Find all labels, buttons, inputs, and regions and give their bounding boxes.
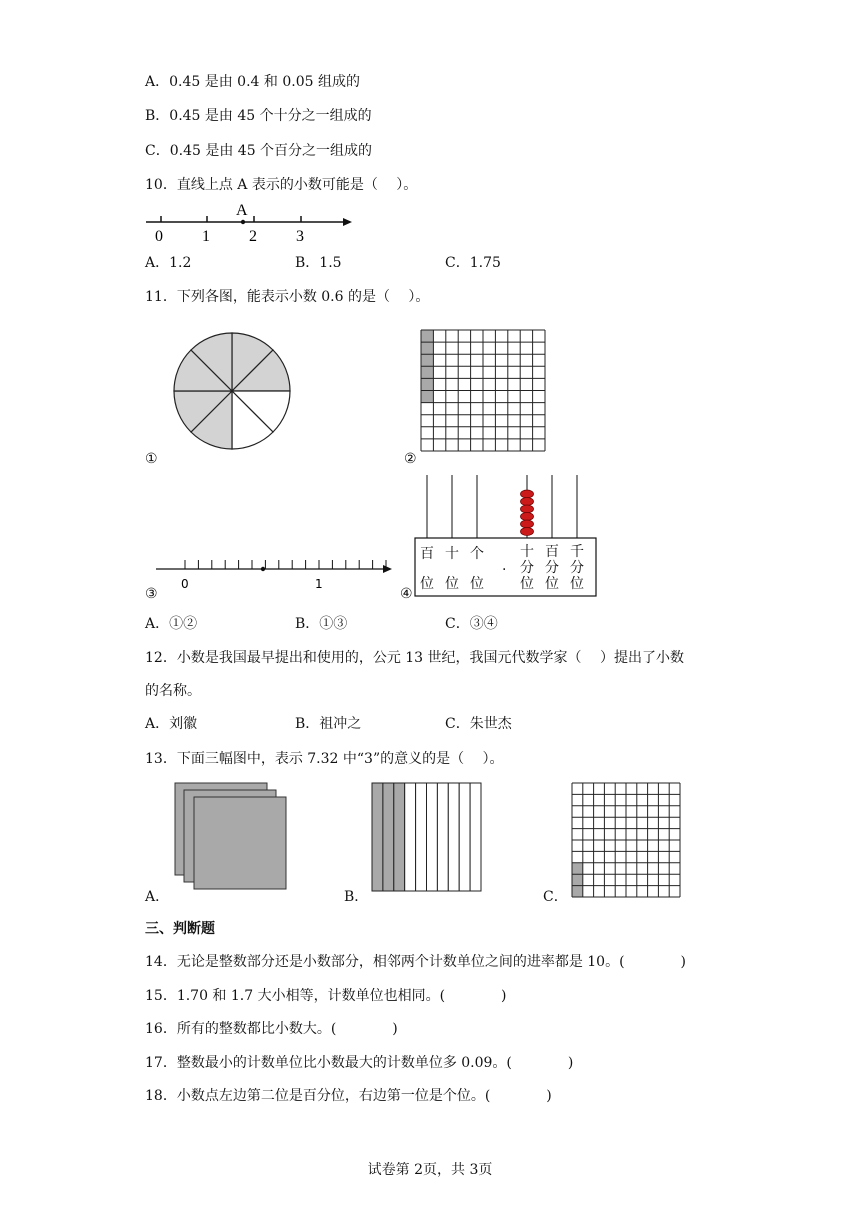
q10-point-label: A (236, 202, 248, 219)
q11-option-b: B．①③ (295, 616, 348, 632)
q11-option-a: A．①② (145, 616, 198, 632)
q9-option-c: C．0.45 是由 45 个百分之一组成的 (145, 143, 373, 159)
shaded-cell (421, 354, 433, 366)
section3-title: 三、判断题 (145, 921, 215, 937)
strip (437, 783, 448, 891)
shaded-cell (572, 863, 583, 874)
bead (521, 490, 534, 498)
bead (521, 520, 534, 528)
q11-fig3-number-line (150, 555, 400, 595)
q11-fig4-abacus (414, 470, 599, 600)
judge-item-14: 14．无论是整数部分还是小数部分，相邻两个计数单位之间的进率都是 10。( ) (145, 954, 687, 970)
q10-tick-0: 0 (155, 228, 163, 245)
q11-fig4-label: ④ (400, 586, 413, 602)
strip (383, 783, 394, 891)
q11-fig3-label-0: 0 (181, 577, 189, 591)
q13-fig-c-grid (571, 782, 683, 900)
svg-text:位: 位 (545, 576, 559, 592)
judge-item-16: 16．所有的整数都比小数大。( ) (145, 1021, 398, 1037)
svg-text:百: 百 (420, 546, 434, 562)
svg-text:十: 十 (445, 546, 459, 562)
svg-text:百: 百 (545, 544, 559, 560)
strip (416, 783, 427, 891)
q10-tick-3: 3 (296, 228, 304, 245)
q10-tick-2: 2 (249, 228, 257, 245)
strip (470, 783, 481, 891)
shaded-cell (572, 874, 583, 885)
bead (521, 528, 534, 536)
shaded-cell (421, 342, 433, 354)
q10-option-a: A．1.2 (145, 255, 192, 271)
strip (372, 783, 383, 891)
bead (521, 505, 534, 513)
strip (448, 783, 459, 891)
q13-fig-b-label: B． (344, 889, 369, 905)
svg-text:分: 分 (520, 560, 534, 576)
svg-text:位: 位 (420, 576, 434, 592)
shaded-cell (421, 330, 433, 342)
q11-fig2-grid (420, 329, 547, 453)
q13-fig-a-squares (170, 780, 290, 892)
strip (459, 783, 470, 891)
svg-text:个: 个 (470, 546, 484, 562)
q10-option-b: B．1.5 (295, 255, 342, 271)
svg-text:千: 千 (570, 544, 584, 560)
judge-item-17: 17．整数最小的计数单位比小数最大的计数单位多 0.09。( ) (145, 1055, 574, 1071)
svg-text:位: 位 (470, 576, 484, 592)
judge-item-15: 15．1.70 和 1.7 大小相等，计数单位也相同。( ) (145, 988, 507, 1004)
q10-question: 10．直线上点 A 表示的小数可能是（ ）。 (145, 177, 418, 193)
svg-text:位: 位 (570, 576, 584, 592)
svg-text:·: · (502, 562, 507, 578)
q13-fig-b-strips (371, 782, 485, 894)
q11-fig3-label-1: 1 (315, 577, 323, 591)
bead (521, 513, 534, 521)
shaded-cell (421, 366, 433, 378)
svg-text:分: 分 (545, 560, 559, 576)
q13-fig-a-label: A． (145, 889, 170, 905)
q10-number-line (140, 198, 370, 244)
q12-question-line2: 的名称。 (145, 683, 201, 699)
q10-option-c: C．1.75 (445, 255, 501, 271)
q11-fig1-pie (170, 329, 294, 453)
page-footer: 试卷第 2页，共 3页 (367, 1162, 493, 1178)
q12-question-line1: 12．小数是我国最早提出和使用的，公元 13 世纪，我国元代数学家（ ）提出了小数 (145, 650, 684, 666)
q13-question: 13．下面三幅图中，表示 7.32 中“3”的意义的是（ ）。 (145, 751, 504, 767)
shaded-cell (421, 391, 433, 403)
q11-fig2-label: ② (404, 451, 417, 467)
svg-text:十: 十 (520, 544, 534, 560)
shaded-cell (421, 378, 433, 390)
svg-text:分: 分 (570, 560, 584, 576)
q11-fig1-label: ① (145, 451, 158, 467)
bead (521, 498, 534, 506)
q11-option-c: C．③④ (445, 616, 498, 632)
svg-text:位: 位 (520, 576, 534, 592)
strip (394, 783, 405, 891)
q9-option-b: B．0.45 是由 45 个十分之一组成的 (145, 108, 372, 124)
shaded-cell (572, 886, 583, 897)
q10-tick-1: 1 (202, 228, 210, 245)
q11-question: 11．下列各图，能表示小数 0.6 的是（ ）。 (145, 289, 430, 305)
strip (405, 783, 416, 891)
q12-option-b: B．祖冲之 (295, 716, 362, 732)
q13-fig-c-label: C． (543, 889, 568, 905)
q11-fig3-label: ③ (145, 586, 158, 602)
q12-option-a: A．刘徽 (145, 716, 198, 732)
q9-option-a: A．0.45 是由 0.4 和 0.05 组成的 (145, 74, 360, 90)
judge-item-18: 18．小数点左边第二位是百分位，右边第一位是个位。( ) (145, 1088, 552, 1104)
svg-text:位: 位 (445, 576, 459, 592)
strip (427, 783, 438, 891)
q12-option-c: C．朱世杰 (445, 716, 512, 732)
